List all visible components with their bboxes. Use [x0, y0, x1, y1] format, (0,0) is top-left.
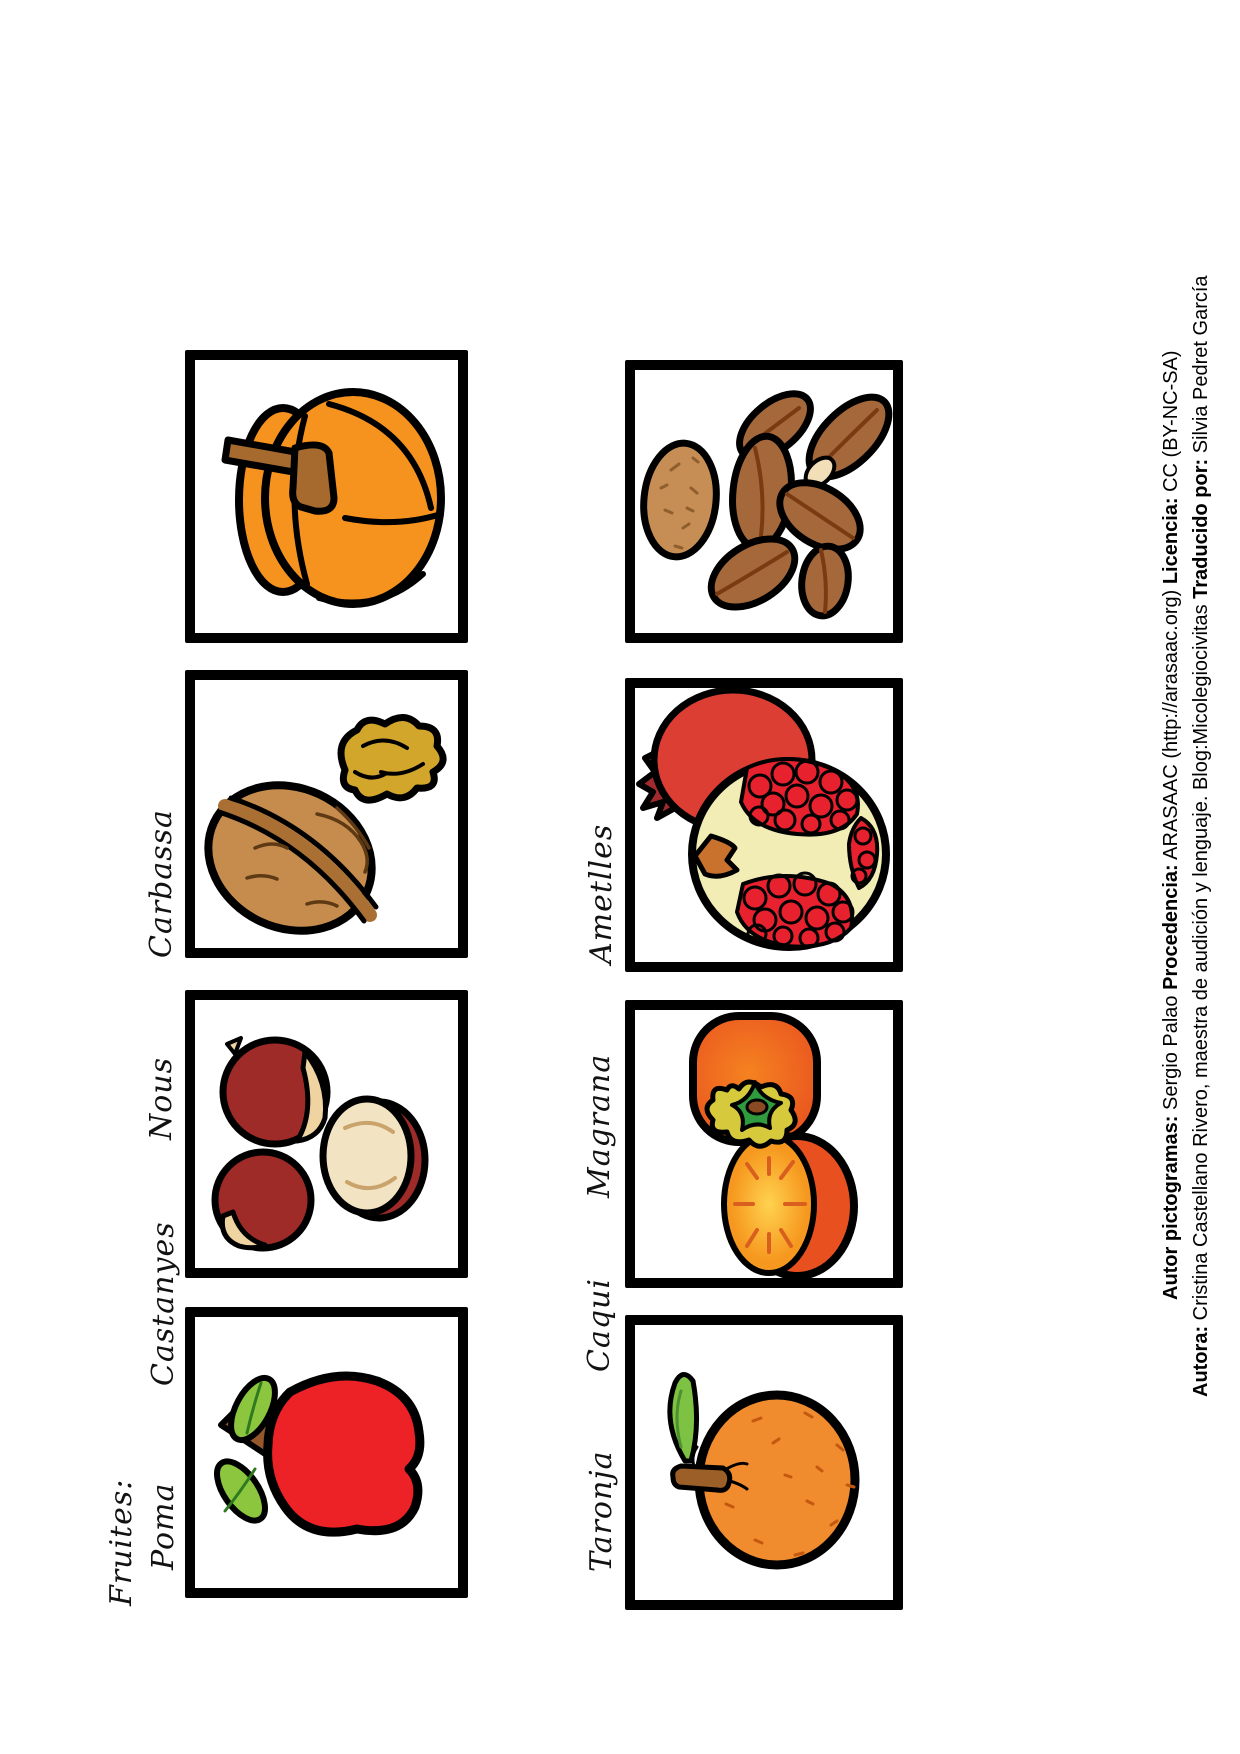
apple-icon — [195, 1317, 458, 1588]
footer-credits-line1: Autor pictogramas: Sergio Palao Procedencia: ARASAAC (http://arasaac.org) Licencia: CC (BY-NC-SA) — [1160, 350, 1182, 1300]
page-title: Fruites: — [104, 1478, 139, 1606]
label-castanyes: Castanyes — [146, 1221, 181, 1386]
footer-line1-bold-license: Licencia: — [1160, 497, 1182, 585]
label-caqui: Caqui — [582, 1278, 617, 1372]
pumpkin-icon — [195, 360, 458, 633]
persimmon-icon — [635, 1010, 893, 1278]
card-almonds — [625, 360, 903, 643]
footer-line2-bold-translator: Traducido por: — [1190, 458, 1212, 599]
footer-line1-bold-source: Procedencia: — [1160, 864, 1182, 990]
card-chestnuts — [185, 990, 468, 1278]
footer-line2-bold-author: Autora: — [1190, 1325, 1212, 1397]
label-nous: Nous — [144, 1056, 179, 1140]
label-taronja: Taronja — [584, 1450, 619, 1572]
card-walnut — [185, 670, 468, 958]
card-persimmon — [625, 1000, 903, 1288]
footer-line1-bold-author: Autor pictogramas: — [1160, 1115, 1182, 1300]
card-pumpkin — [185, 350, 468, 643]
pomegranate-icon — [635, 688, 893, 962]
orange-icon — [635, 1325, 893, 1600]
chestnuts-icon — [195, 1000, 458, 1268]
label-magrana: Magrana — [582, 1053, 617, 1198]
label-carbassa: Carbassa — [144, 809, 179, 958]
footer-credits-line2: Autora: Cristina Castellano Rivero, maestra de audición y lenguaje. Blog:Micolegiocivitas Traducido por: Silvia Pedret García — [1190, 275, 1212, 1397]
almonds-icon — [635, 370, 893, 633]
card-orange — [625, 1315, 903, 1610]
walnut-icon — [195, 680, 458, 948]
card-apple — [185, 1307, 468, 1598]
card-pomegranate — [625, 678, 903, 972]
label-ametlles: Ametlles — [584, 823, 619, 964]
label-poma: Poma — [146, 1482, 181, 1570]
